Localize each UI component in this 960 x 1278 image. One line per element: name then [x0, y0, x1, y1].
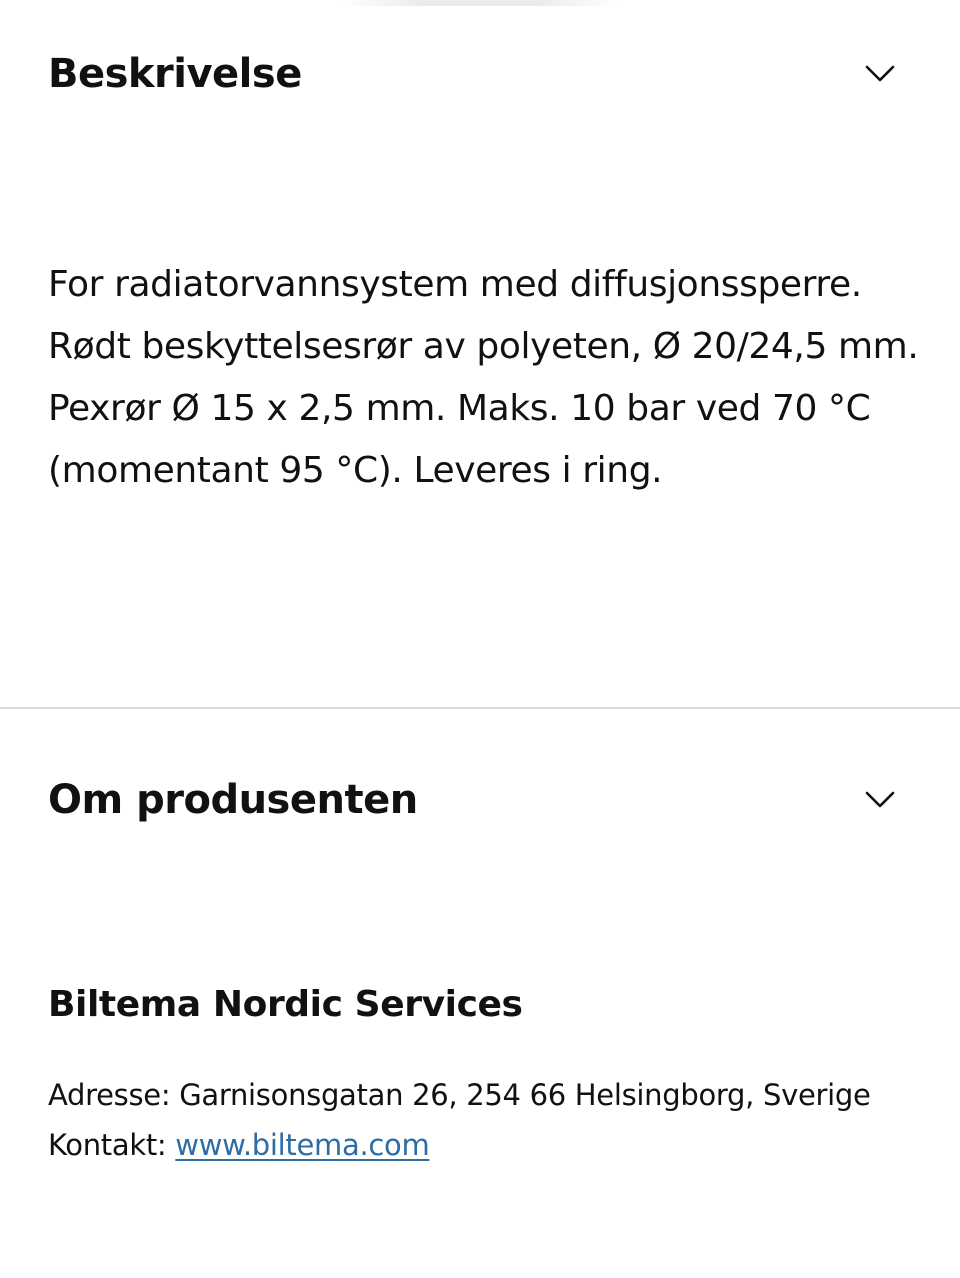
company-name: Biltema Nordic Services: [48, 984, 523, 1025]
address-label: Adresse:: [48, 1078, 171, 1112]
description-text: [48, 254, 928, 502]
address-value: Garnisonsgatan 26, 254 66 Helsingborg, Sverige: [179, 1078, 871, 1112]
chevron-down-icon[interactable]: [862, 782, 898, 818]
manufacturer-header[interactable]: [48, 770, 912, 830]
section-divider: [0, 707, 960, 709]
address-line: [48, 1078, 871, 1112]
description-line: Pexrør Ø 15 x 2,5 mm. Maks. 10 bar ved 70 °C: [48, 388, 871, 429]
description-header[interactable]: [48, 44, 912, 104]
top-scroll-shadow: [340, 0, 620, 6]
description-line: For radiatorvannsystem med diffusjonssperre.: [48, 264, 862, 305]
description-title: Beskrivelse: [48, 51, 302, 97]
contact-label: Kontakt:: [48, 1128, 167, 1162]
contact-line: [48, 1128, 429, 1162]
description-line: Rødt beskyttelsesrør av polyeten, Ø 20/24,5 mm.: [48, 326, 919, 367]
contact-link[interactable]: www.biltema.com: [175, 1128, 430, 1162]
manufacturer-title: Om produsenten: [48, 777, 418, 823]
description-line: (momentant 95 °C). Leveres i ring.: [48, 450, 663, 491]
chevron-down-icon[interactable]: [862, 56, 898, 92]
